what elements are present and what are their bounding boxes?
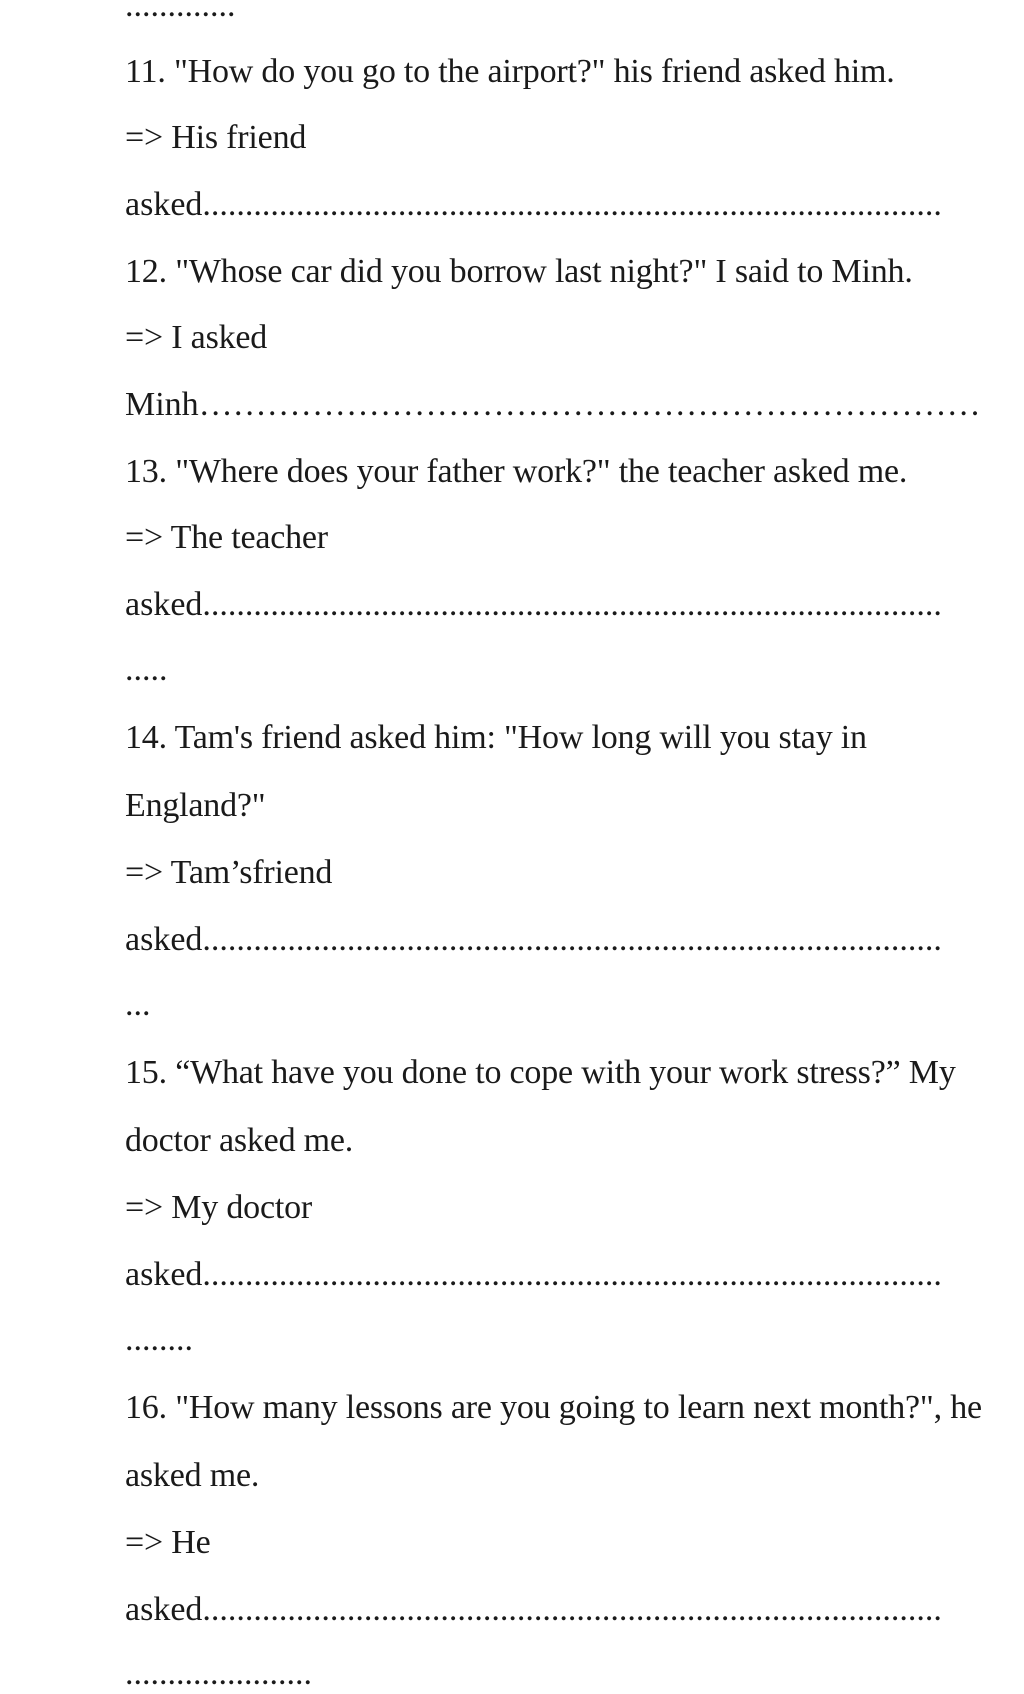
answer-line-15: asked....................................................................................... (125, 1256, 942, 1293)
answer-prompt-12: => I asked (125, 319, 268, 356)
answer-prompt-14: => Tam’sfriend (125, 854, 333, 891)
answer-line-14: asked....................................................................................... (125, 921, 942, 958)
question-16-continuation: asked me. (125, 1457, 260, 1494)
question-14: 14. Tam's friend asked him: "How long will you stay in (125, 719, 867, 756)
answer-line-13-continuation: ..... (125, 651, 168, 688)
answer-line-10-continuation: ............. (125, 0, 236, 24)
question-13: 13. "Where does your father work?" the teacher asked me. (125, 453, 908, 490)
question-16: 16. "How many lessons are you going to learn next month?", he (125, 1389, 982, 1426)
answer-line-15-continuation: ........ (125, 1321, 193, 1358)
question-15: 15. “What have you done to cope with your work stress?” My (125, 1054, 956, 1091)
answer-line-16: asked....................................................................................... (125, 1591, 942, 1628)
answer-line-14-continuation: ... (125, 986, 151, 1023)
answer-prompt-13: => The teacher (125, 519, 328, 556)
answer-line-16-continuation: ...................... (125, 1655, 312, 1692)
answer-prompt-15: => My doctor (125, 1189, 313, 1226)
question-12: 12. "Whose car did you borrow last night?" I said to Minh. (125, 253, 913, 290)
answer-line-13: asked....................................................................................... (125, 586, 942, 623)
question-14-continuation: England?" (125, 787, 266, 824)
question-11: 11. "How do you go to the airport?" his friend asked him. (125, 53, 895, 90)
answer-line-12: Minh…………………………………………………………… (125, 386, 981, 423)
question-15-continuation: doctor asked me. (125, 1122, 354, 1159)
answer-prompt-16: => He (125, 1524, 211, 1561)
answer-line-11: asked....................................................................................... (125, 186, 942, 223)
answer-prompt-11: => His friend (125, 119, 307, 156)
